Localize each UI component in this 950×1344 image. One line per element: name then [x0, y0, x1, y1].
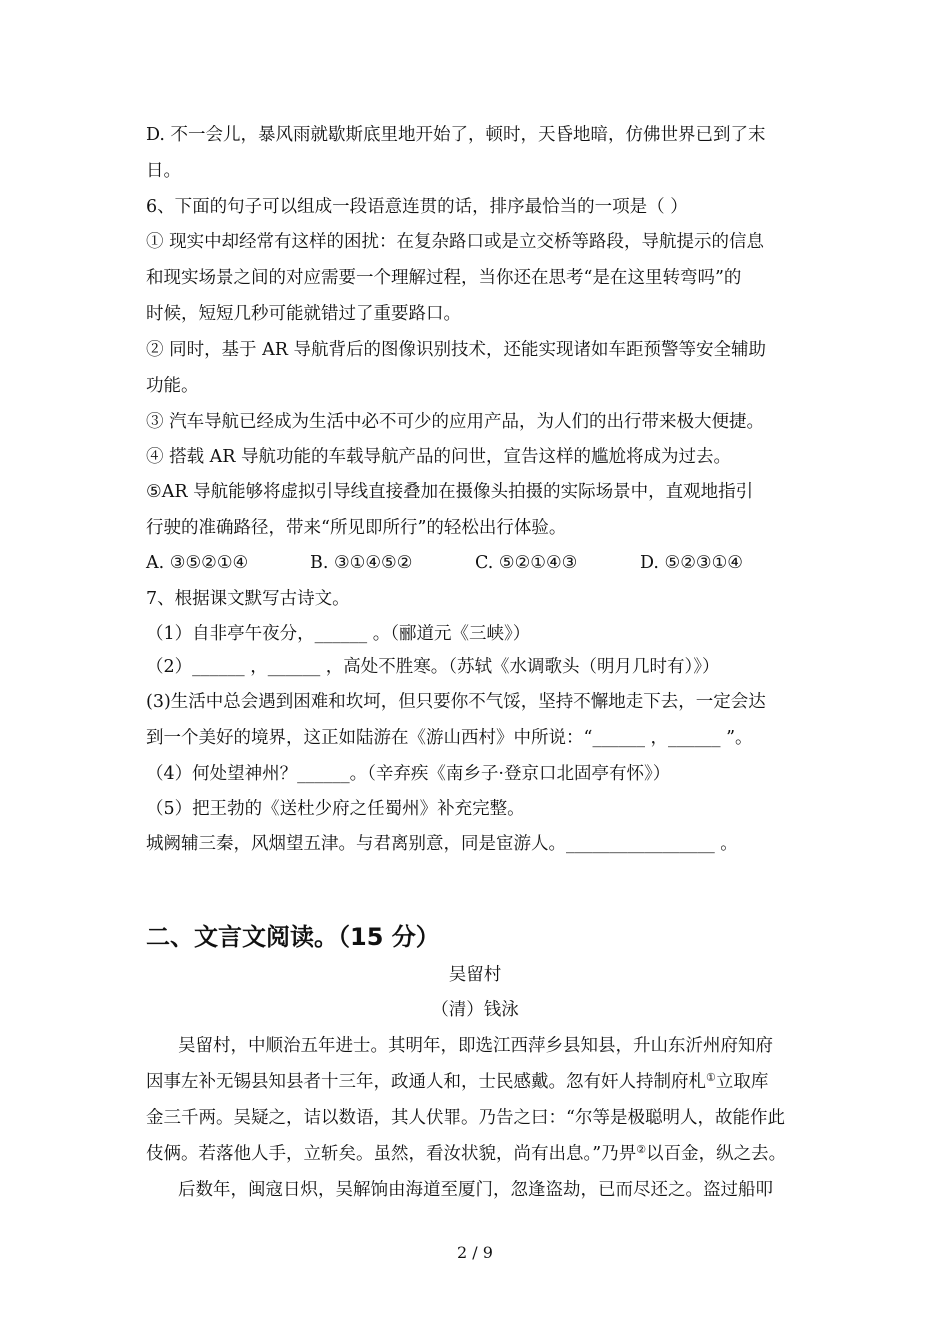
q6-option-a: A. ③⑤②①④ [146, 553, 249, 573]
q6-sentence-2b: 功能。 [146, 376, 199, 396]
page-number: 2 / 9 [457, 1243, 493, 1262]
q6-sentence-1c: 时候，短短几秒可能就错过了重要路口。 [146, 304, 461, 324]
passage-text: 因事左补无锡县知县者十三年，政通人和，士民感戴。忽有奸人持制府札 [146, 1072, 706, 1092]
q7-item-3b: 到一个美好的境界，这正如陆游在《游山西村》中所说：“______ ，______ ”。 [146, 728, 753, 748]
q6-option-c: C. ⑤②①④③ [475, 553, 578, 573]
q7-item-3a: (3)生活中总会遇到困难和坎坷，但只要你不气馁，坚持不懈地走下去，一定会达 [146, 692, 766, 712]
q6-sentence-4: ④ 搭载 AR 导航功能的车载导航产品的问世，宣告这样的尴尬将成为过去。 [146, 447, 732, 467]
q6-sentence-2a: ② 同时，基于 AR 导航背后的图像识别技术，还能实现诸如车距预警等安全辅助 [146, 340, 766, 360]
q7-item-2: （2）______ ，______ ，高处不胜寒。（苏轼《水调歌头（明月几时有）》） [146, 657, 720, 677]
q6-sentence-1a: ① 现实中却经常有这样的困扰：在复杂路口或是立交桥等路段，导航提示的信息 [146, 232, 765, 252]
passage-title: 吴留村 [448, 965, 502, 985]
passage-author: （清）钱泳 [431, 1000, 519, 1020]
q7-item-1: （1）自非亭午夜分，______ 。（郦道元《三峡》） [146, 624, 531, 644]
passage-line-4 [146, 1142, 786, 1166]
q6-sentence-1b: 和现实场景之间的对应需要一个理解过程，当你还在思考“是在这里转弯吗”的 [146, 268, 742, 288]
question-6-stem: 6、下面的句子可以组成一段语意连贯的话，排序最恰当的一项是（ ） [146, 197, 688, 217]
q7-item-5b: 城阙辅三秦，风烟望五津。与君离别意，同是宦游人。_________________ 。 [146, 834, 738, 854]
footnote-1-marker: ① [706, 1071, 716, 1084]
q7-item-4: （4）何处望神州？______。（辛弃疾《南乡子·登京口北固亭有怀》） [146, 764, 671, 784]
option-d-line2: 日。 [146, 161, 181, 181]
passage-line-3: 金三千两。吴疑之，诘以数语，其人伏罪。乃告之曰：“尔等是极聪明人，故能作此 [146, 1108, 785, 1128]
passage-text: 立取库 [715, 1072, 769, 1092]
option-d-line1: D. 不一会儿，暴风雨就歇斯底里地开始了，顿时，天昏地暗，仿佛世界已到了末 [146, 125, 766, 145]
passage-line-5: 后数年，闽寇日炽，吴解饷由海道至厦门，忽逢盗劫，已而尽还之。盗过船叩 [178, 1180, 773, 1200]
question-7-stem: 7、根据课文默写古诗文。 [146, 589, 350, 609]
q6-sentence-5b: 行驶的准确路径，带来“所见即所行”的轻松出行体验。 [146, 518, 567, 538]
passage-text: 以百金，纵之去。 [646, 1144, 787, 1164]
passage-line-1: 吴留村，中顺治五年进士。其明年，即选江西萍乡县知县，升山东沂州府知府 [178, 1036, 773, 1056]
q6-option-d: D. ⑤②③①④ [640, 553, 743, 573]
q7-item-5: （5）把王勃的《送杜少府之任蜀州》补充完整。 [146, 799, 525, 819]
q6-option-b: B. ③①④⑤② [310, 553, 413, 573]
q6-sentence-5a: ⑤AR 导航能够将虚拟引导线直接叠加在摄像头拍摄的实际场景中，直观地指引 [146, 482, 754, 502]
section-heading: 二、文言文阅读。（15 分） [146, 923, 440, 951]
q6-sentence-3: ③ 汽车导航已经成为生活中必不可少的应用产品，为人们的出行带来极大便捷。 [146, 412, 765, 432]
passage-line-2 [146, 1070, 768, 1094]
footnote-2-marker: ② [636, 1143, 647, 1156]
passage-text: 伎俩。若落他人手，立斩矣。虽然，看汝状貌，尚有出息。”乃畀 [146, 1144, 637, 1164]
